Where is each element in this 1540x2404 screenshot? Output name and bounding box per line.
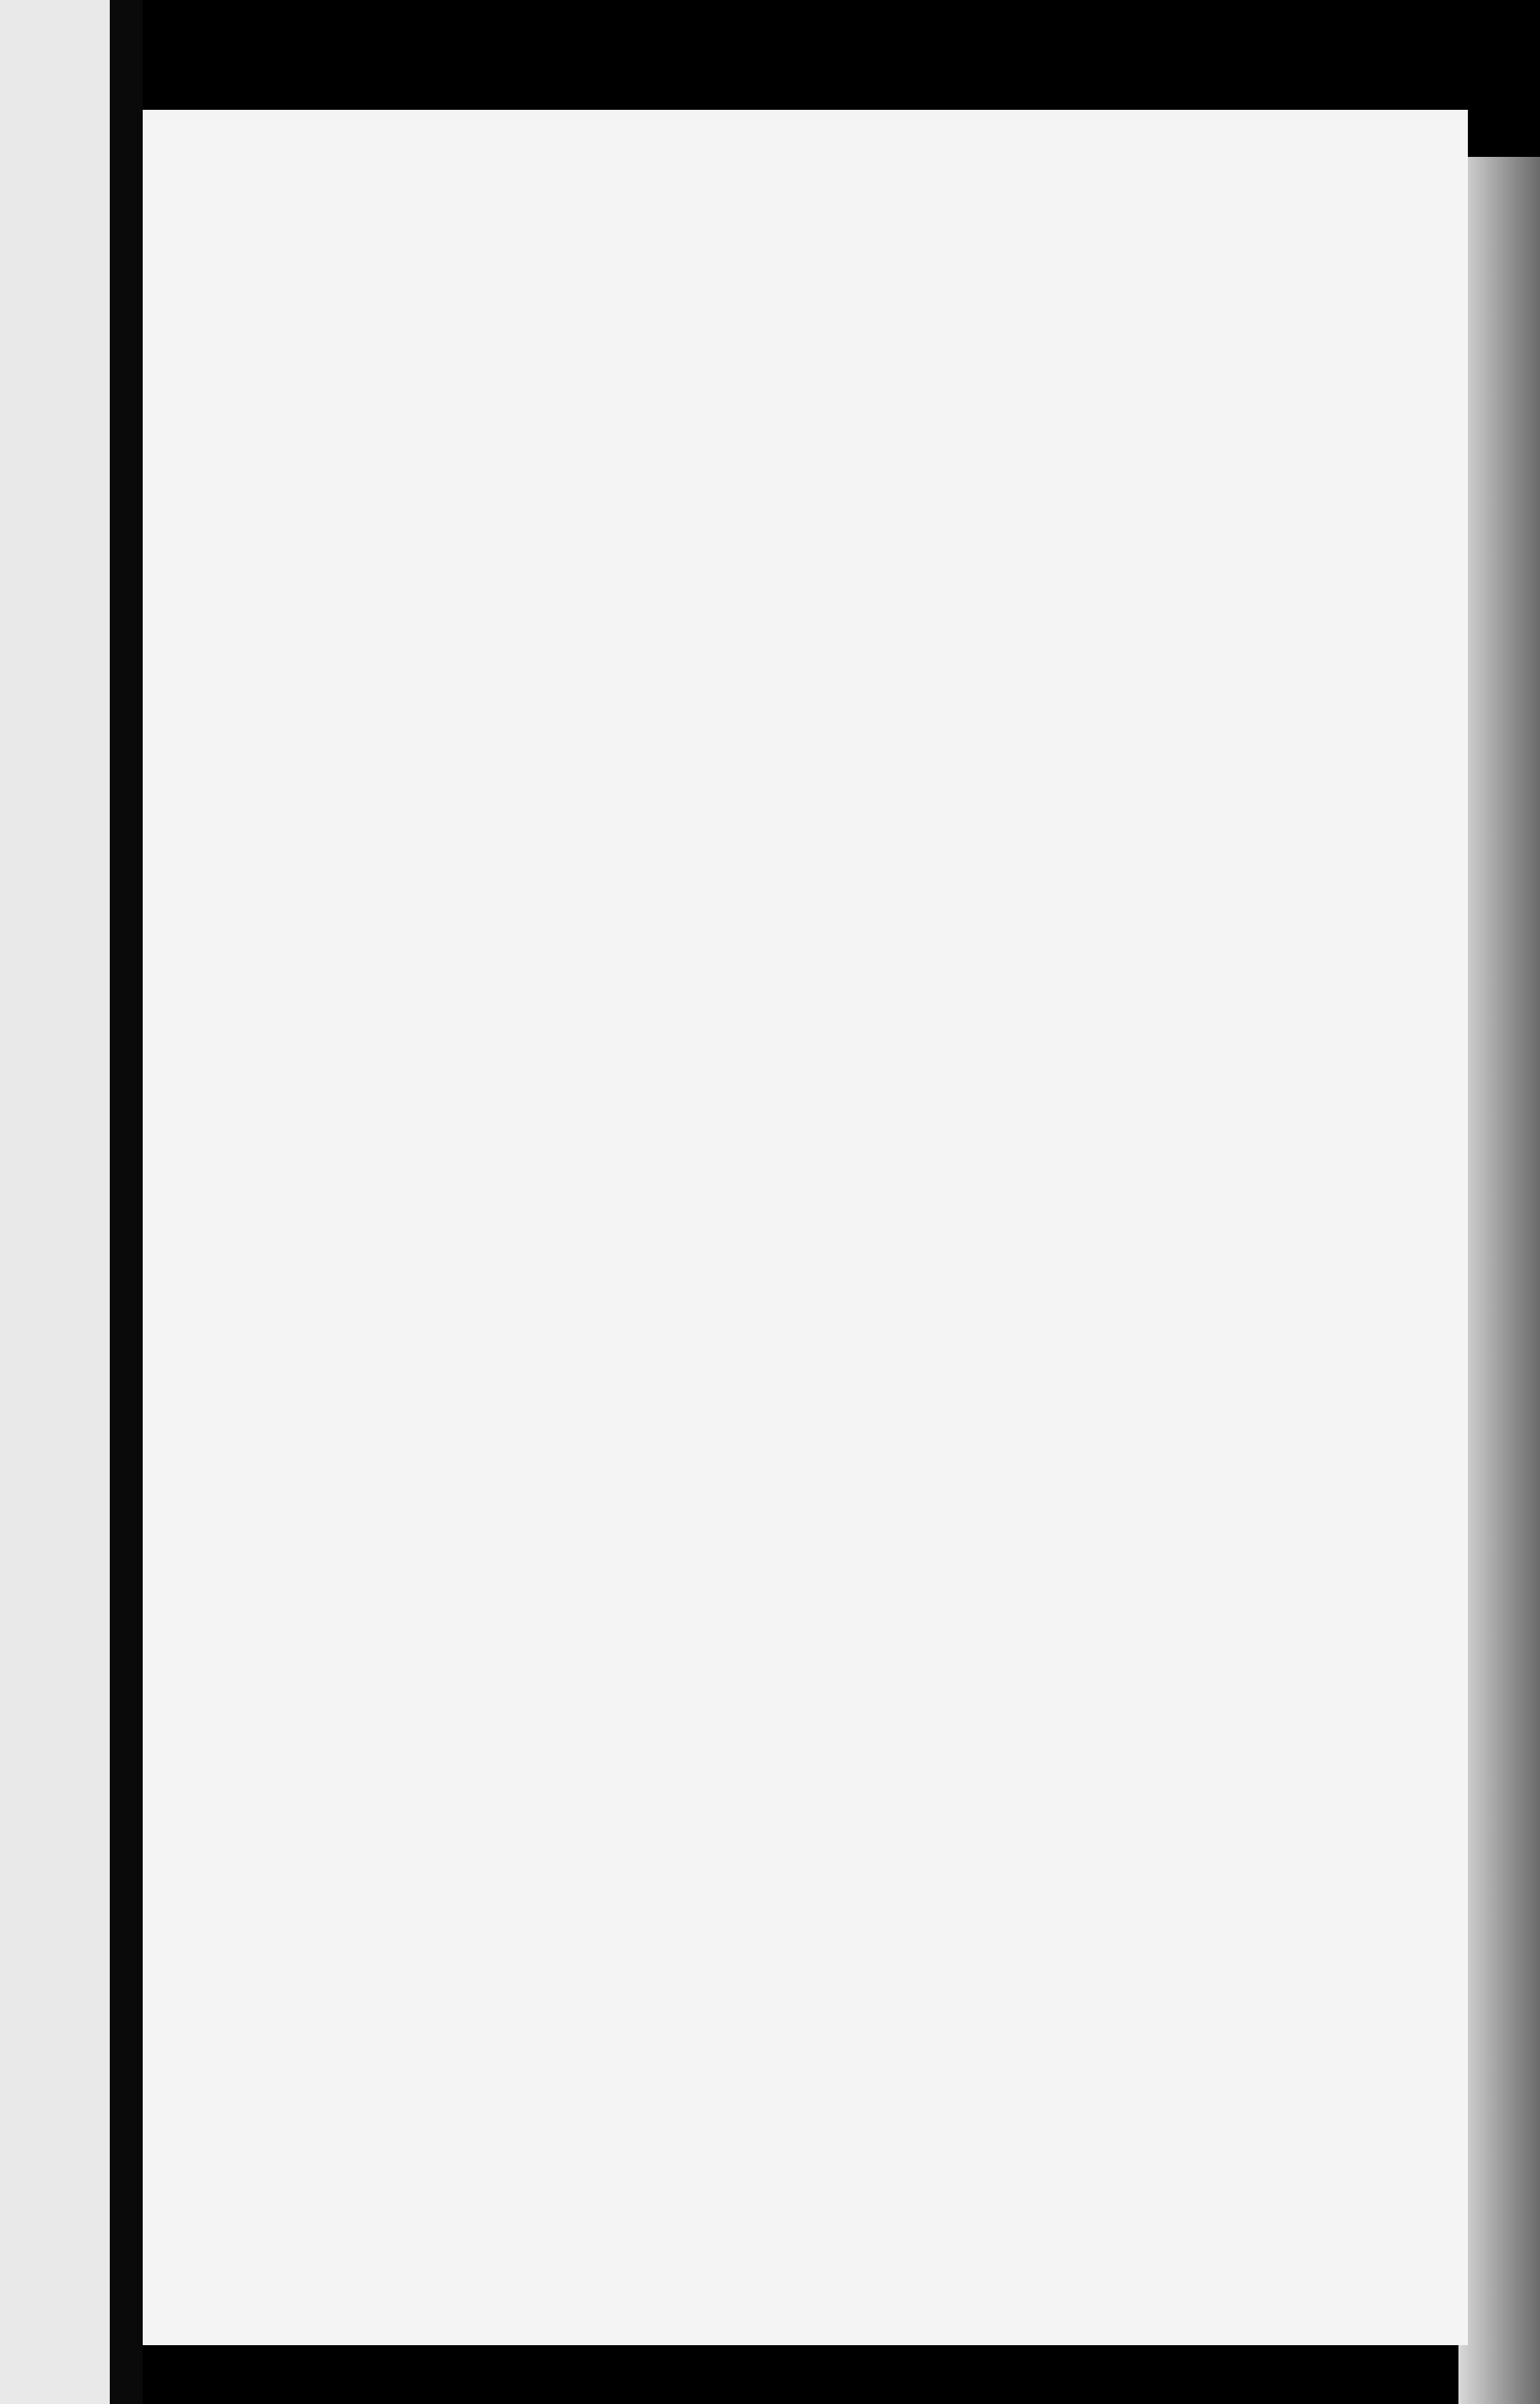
- previous-page-fragment: [0, 0, 110, 2404]
- binding-edge: [1458, 157, 1540, 2404]
- page-gutter: [110, 0, 143, 2404]
- book-page: [143, 110, 1468, 2345]
